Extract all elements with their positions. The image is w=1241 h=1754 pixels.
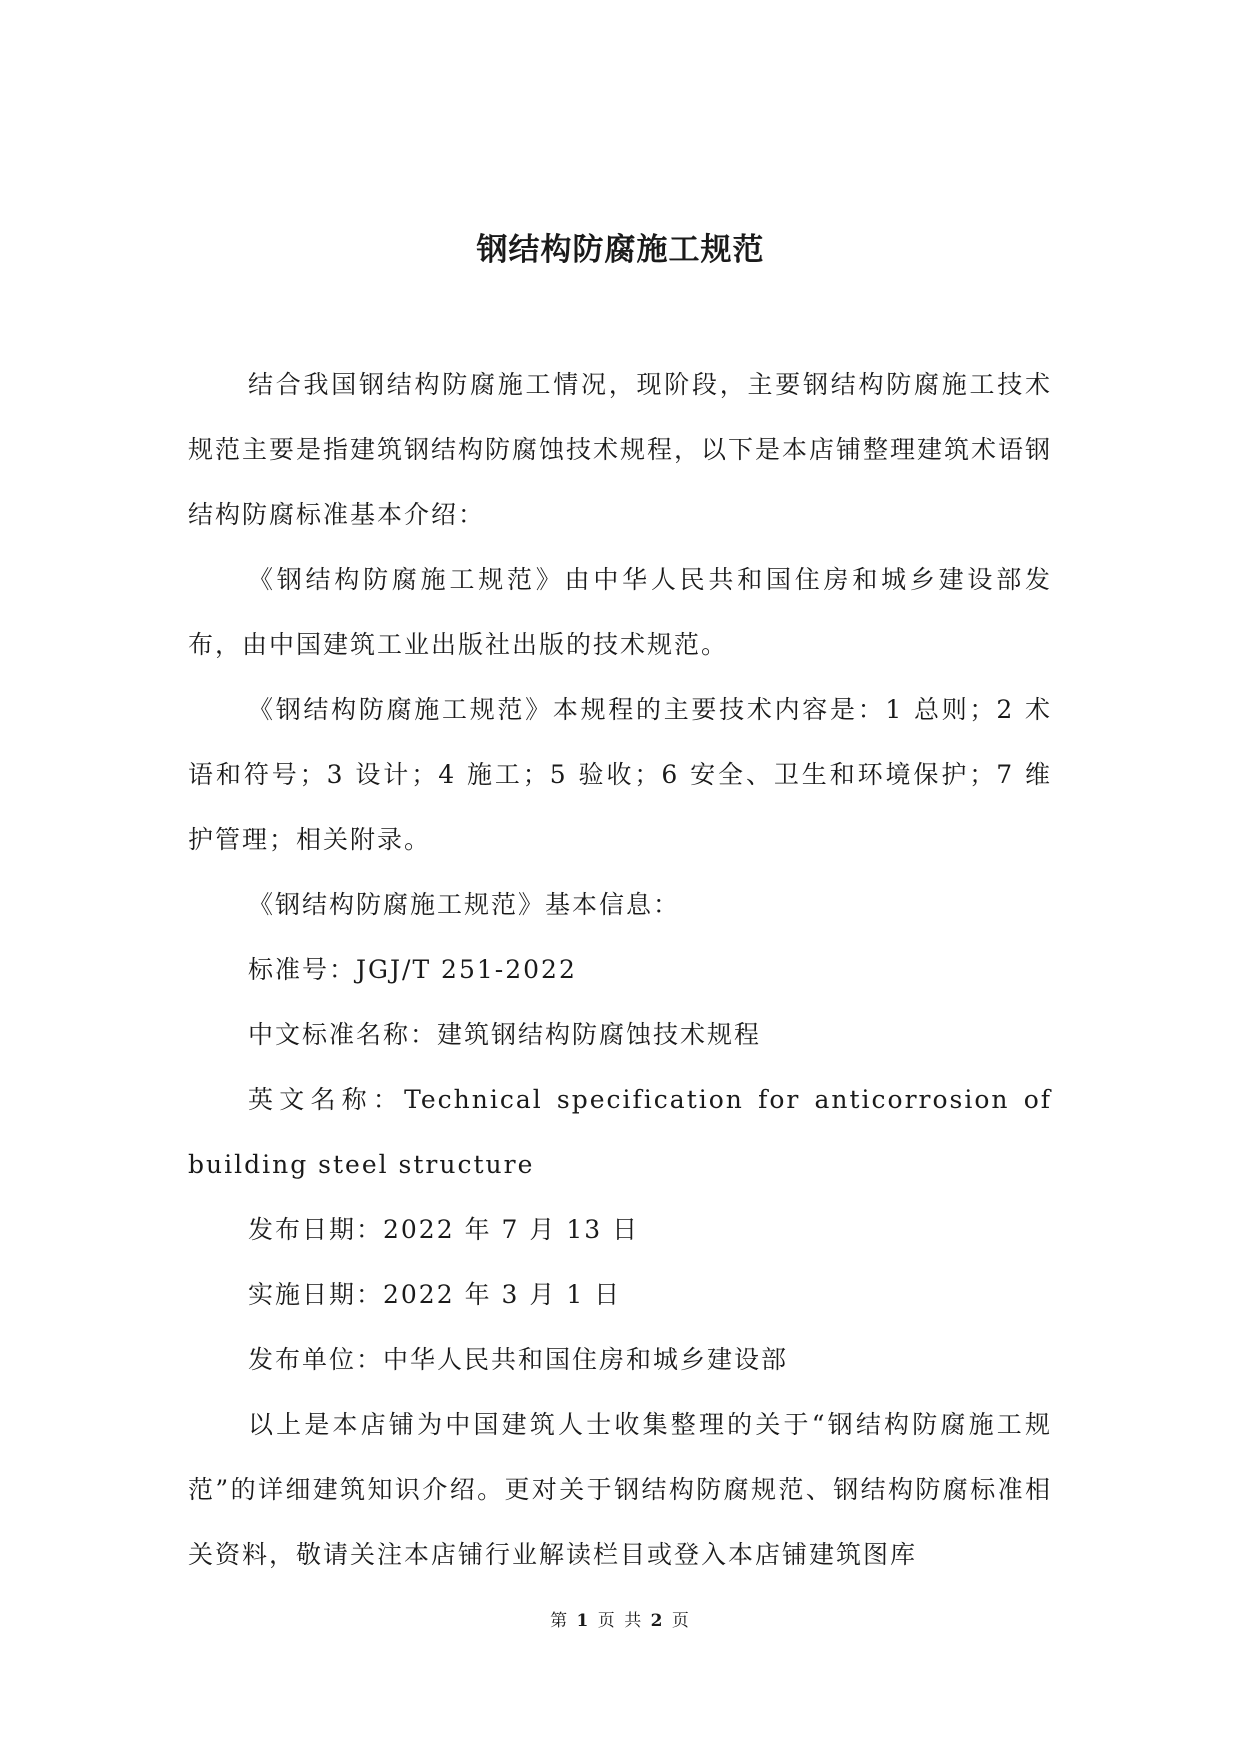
paragraph-issuer: 发布单位：中华人民共和国住房和城乡建设部 xyxy=(248,1345,789,1374)
footer-current-page: 1 xyxy=(576,1611,591,1631)
paragraph-standard-number: 标准号：JGJ/T 251-2022 xyxy=(248,955,577,984)
footer-total-pages: 2 xyxy=(650,1611,665,1631)
footer-suffix: 页 xyxy=(671,1611,691,1631)
page-footer xyxy=(0,1606,1241,1631)
paragraph-chinese-name: 中文标准名称：建筑钢结构防腐蚀技术规程 xyxy=(248,1020,762,1049)
footer-middle: 页 共 xyxy=(597,1611,644,1631)
document-body xyxy=(188,352,1052,1587)
paragraph-publisher: 《钢结构防腐施工规范》由中华人民共和国住房和城乡建设部发布，由中国建筑工业出版社出版的技术规范。 xyxy=(188,565,1052,659)
paragraph-basic-info: 《钢结构防腐施工规范》基本信息： xyxy=(248,890,681,919)
paragraph-contents: 《钢结构防腐施工规范》本规程的主要技术内容是：1 总则；2 术语和符号；3 设计；4 施工；5 验收；6 安全、卫生和环境保护；7 维护管理；相关附录。 xyxy=(188,695,1052,854)
paragraph-english-name: 英文名称：Technical specification for anticorrosion of building steel structure xyxy=(188,1085,1052,1179)
paragraph-intro: 结合我国钢结构防腐施工情况，现阶段，主要钢结构防腐施工技术规范主要是指建筑钢结构防腐蚀技术规程，以下是本店铺整理建筑术语钢结构防腐标准基本介绍： xyxy=(188,370,1053,529)
page-title: 钢结构防腐施工规范 xyxy=(476,232,765,268)
paragraph-effective-date: 实施日期：2022 年 3 月 1 日 xyxy=(248,1280,622,1309)
paragraph-closing: 以上是本店铺为中国建筑人士收集整理的关于“钢结构防腐施工规范”的详细建筑知识介绍。更对关于钢结构防腐规范、钢结构防腐标准相关资料，敬请关注本店铺行业解读栏目或登入本店铺建筑图库 xyxy=(188,1410,1052,1569)
paragraph-release-date: 发布日期：2022 年 7 月 13 日 xyxy=(248,1215,640,1244)
footer-prefix: 第 xyxy=(550,1611,570,1631)
